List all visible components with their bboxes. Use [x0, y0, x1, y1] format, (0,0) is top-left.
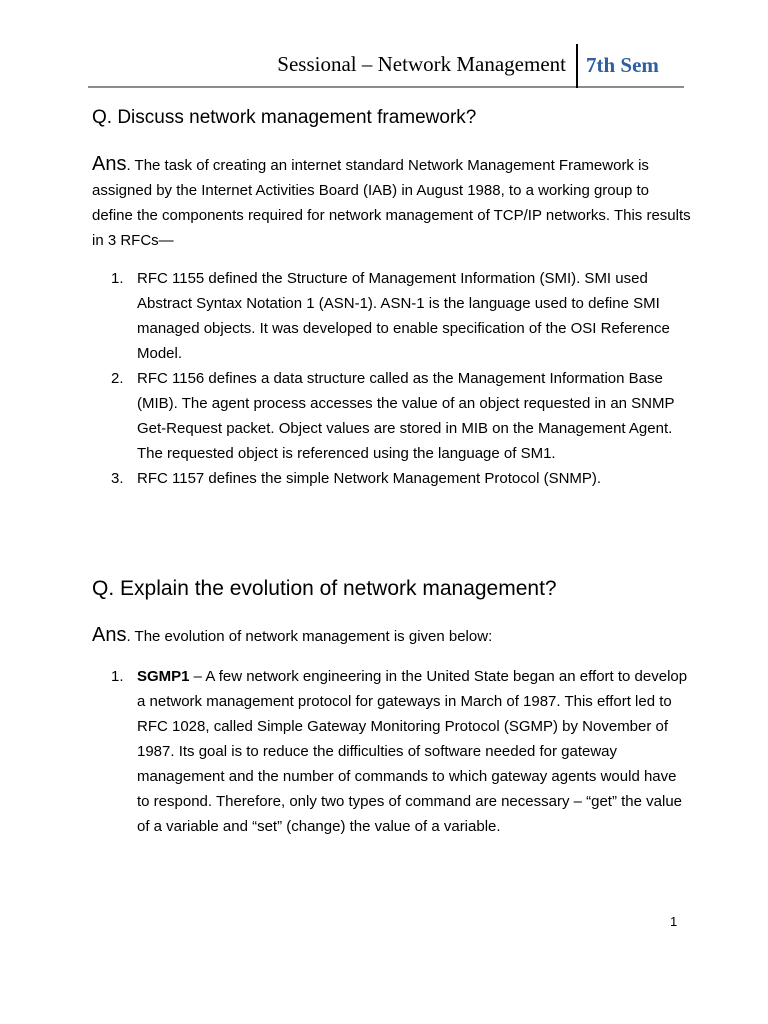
- list-item-number: 2.: [111, 370, 124, 387]
- evolution-list: [92, 664, 692, 839]
- list-item-number: 1.: [111, 270, 124, 287]
- header-divider: [576, 44, 578, 88]
- list-item: [92, 266, 692, 366]
- list-item-text: RFC 1157 defines the simple Network Management Protocol (SNMP).: [137, 470, 602, 487]
- answer-1-text: . The task of creating an internet standard Network Management Framework is assigned by the Internet Activities Board (IAB) in August 1988, to a working group to define the components required for network management of TCP/IP networks. This results in 3 RFCs—: [92, 157, 691, 249]
- list-item-text: RFC 1155 defined the Structure of Management Information (SMI). SMI used Abstract Syntax Notation 1 (ASN-1). ASN-1 is the language used to define SMI managed objects. It was developed to enable specification of the OSI Reference Model.: [137, 270, 670, 362]
- list-item-text: – A few network engineering in the United State began an effort to develop a network management protocol for gateways in March of 1987. This effort led to RFC 1028, called Simple Gateway Monitoring Protocol (SGMP) by November of 1987. Its goal is to reduce the difficulties of software needed for gateway management and the number of commands to which gateway agents would have to respond. Therefore, only two types of command are necessary – “get” the value of a variable and “set” (change) the value of a variable.: [137, 668, 688, 835]
- list-item: [92, 366, 692, 466]
- page-number: 1: [670, 914, 678, 929]
- answer-2-text: . The evolution of network management is given below:: [126, 628, 493, 645]
- list-item-term: SGMP1: [137, 668, 190, 685]
- list-item: [92, 664, 692, 839]
- answer-2-label: Ans: [92, 624, 127, 646]
- header-semester: 7th Sem: [586, 53, 659, 77]
- answer-1-paragraph: [92, 152, 692, 253]
- rfc-list: [92, 266, 692, 491]
- question-1-heading: Q. Discuss network management framework?: [92, 107, 477, 128]
- answer-1-label: Ans: [92, 153, 127, 175]
- list-item-text: RFC 1156 defines a data structure called as the Management Information Base (MIB). The agent process accesses the value of an object requested in an SNMP Get-Request packet. Object values are stored in MIB on the Management Agent. The requested object is referenced using the language of SM1.: [137, 370, 675, 462]
- list-item-number: 1.: [111, 668, 124, 685]
- question-2-heading: Q. Explain the evolution of network management?: [92, 577, 557, 600]
- header-title: Sessional – Network Management: [277, 52, 566, 76]
- answer-2-paragraph: [92, 623, 692, 649]
- list-item-number: 3.: [111, 470, 124, 487]
- list-item: [92, 466, 692, 491]
- page-header: [88, 44, 684, 88]
